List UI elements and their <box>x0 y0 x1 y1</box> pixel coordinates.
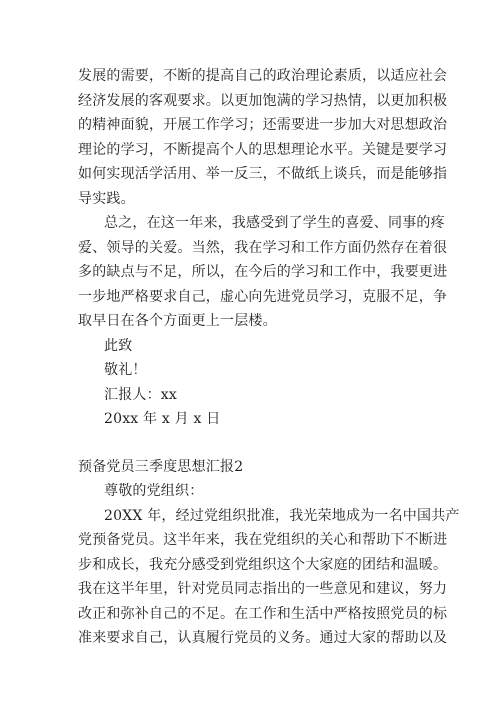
reporter-name: 汇报人：xx <box>104 386 177 403</box>
text-line: 多的缺点与不足，所以，在今后的学习和工作中，我要更进 <box>78 264 448 280</box>
closing-regards: 敬礼！ <box>104 362 147 378</box>
text-line: 党预备党员。这半年来，我在党组织的关心和帮助下不断进 <box>78 532 448 548</box>
text-line: 总之，在这一年来，我感受到了学生的喜爱、同事的疼 <box>104 215 445 231</box>
greeting: 尊敬的党组织： <box>104 483 204 499</box>
paragraph-report-2 <box>78 479 460 651</box>
text-line: 爱、领导的关爱。当然，我在学习和工作方面仍然存在着很 <box>78 239 448 256</box>
text-line: 20XX 年，经过党组织批准，我光荣地成为一名中国共产 <box>104 507 460 524</box>
paragraph-political-study <box>78 64 448 211</box>
text-line: 如何实现活学活用、举一反三，不做纸上谈兵，而是能够指 <box>78 166 448 182</box>
text-line: 发展的需要，不断的提高自己的政治理论素质，以适应社会 <box>78 68 448 84</box>
paragraph-summary <box>78 211 448 432</box>
document-page <box>78 64 460 651</box>
text-line: 我在这半年里，针对党员同志指出的一些意见和建议，努力 <box>78 581 448 597</box>
text-line: 准来要求自己，认真履行党员的义务。通过大家的帮助以及 <box>78 630 448 646</box>
text-line: 的精神面貌，开展工作学习；还需要进一步加大对思想政治 <box>78 117 448 133</box>
text-line: 步和成长，我充分感受到党组织这个大家庭的团结和温暖。 <box>78 556 448 573</box>
text-line: 理论的学习，不断提高个人的思想理论水平。关键是要学习 <box>78 141 448 158</box>
text-line: 一步地严格要求自己，虚心向先进党员学习，克服不足，争 <box>78 288 448 305</box>
text-line: 经济发展的客观要求。以更加饱满的学习热情，以更加积极 <box>78 92 448 109</box>
text-line: 取早日在各个方面更上一层楼。 <box>78 313 277 329</box>
section-title: 预备党员三季度思想汇报2 <box>78 458 244 475</box>
closing-salutation: 此致 <box>104 337 133 354</box>
text-line: 导实践。 <box>78 190 135 207</box>
report-date: 20xx 年 x 月 x 日 <box>104 411 221 427</box>
text-line: 改正和弥补自己的不足。在工作和生活中严格按照党员的标 <box>78 605 448 622</box>
